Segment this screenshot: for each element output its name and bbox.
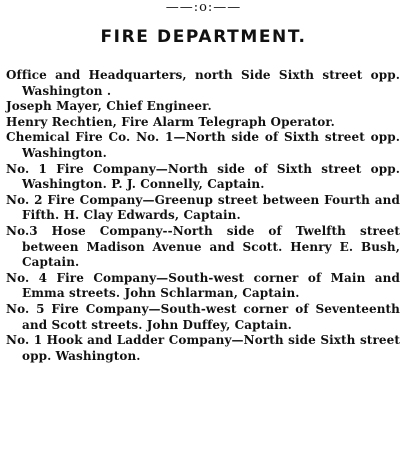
entry-fire-company-2: No. 2 Fire Company—Greenup street between Fourth and Fifth. H. Clay Edwards, Captain. bbox=[6, 192, 400, 223]
section-divider: ——:o:—— bbox=[165, 0, 242, 15]
entry-office-headquarters: Office and Headquarters, north Side Sixth street opp. Washington . bbox=[6, 68, 400, 98]
entry-hose-company-3: No.3 Hose Company--North side of Twelfth street between Madison Avenue and Scott. Henry E. Bush, Captain. bbox=[6, 223, 400, 270]
entry-fire-company-1: No. 1 Fire Company—North side of Sixth street opp. Washington. P. J. Connelly, Captain. bbox=[6, 161, 400, 192]
entry-chief-engineer: Joseph Mayer, Chief Engineer. bbox=[6, 99, 212, 114]
entry-list bbox=[6, 68, 400, 364]
entry-telegraph-operator: Henry Rechtien, Fire Alarm Telegraph Operator. bbox=[6, 114, 335, 129]
entry-fire-company-5: No. 5 Fire Company—South-west corner of Seventeenth and Scott streets. John Duffey, Captain. bbox=[6, 301, 400, 332]
entry-fire-company-4: No. 4 Fire Company—South-west corner of Main and Emma streets. John Schlarman, Captain. bbox=[6, 270, 400, 301]
page-title: FIRE DEPARTMENT. bbox=[100, 27, 307, 47]
entry-chemical-fire-co: Chemical Fire Co. No. 1—North side of Sixth street opp. Washington. bbox=[6, 130, 400, 160]
entry-hook-and-ladder-1: No. 1 Hook and Ladder Company—North side Sixth street opp. Washington. bbox=[6, 333, 400, 363]
